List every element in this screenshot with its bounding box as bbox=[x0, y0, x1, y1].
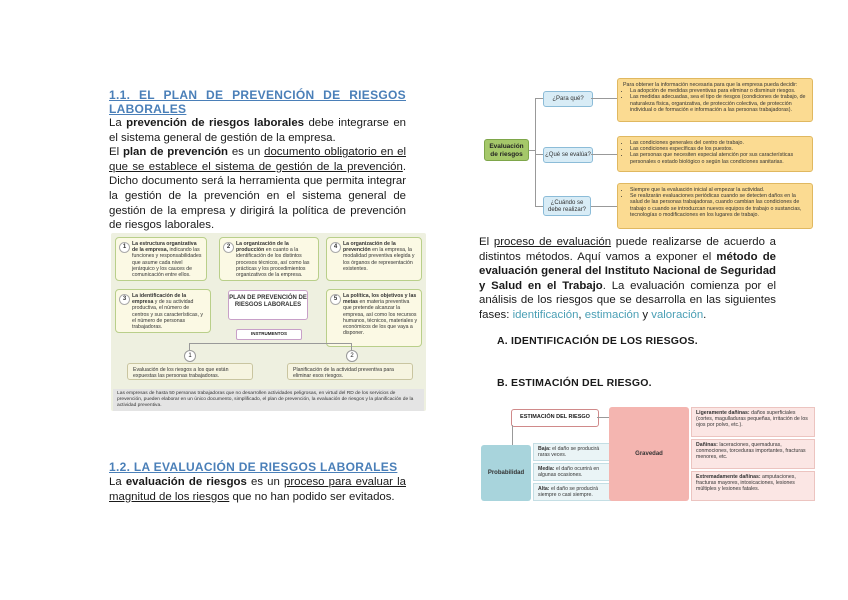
connector-line bbox=[535, 98, 536, 206]
plan-footnote: Las empresas de hasta 50 personas trabajadoras que no desarrollen actividades peligrosas, en virtud del RD de los servicios de prevención, pueden elaborar en un único documento, simplificado, el plan de prevención, la evaluación de riesgos y la planificación de la actividad preventiva. bbox=[113, 389, 424, 411]
plan-diagram bbox=[111, 233, 426, 411]
section-heading-plan: 1.1. EL PLAN DE PREVENCIÓN DE RIESGOS LABORALES bbox=[109, 88, 406, 116]
heading-identificacion: A. IDENTIFICACIÓN DE LOS RIESGOS. bbox=[497, 335, 698, 347]
probability-medium: Media: el daño ocurrirá en algunas ocasiones. bbox=[533, 463, 615, 481]
evaluation-root: Evaluación de riesgos bbox=[484, 139, 529, 161]
connector-line bbox=[591, 154, 617, 155]
plan-item-5: 5 La política, los objetivos y las metas en materia preventiva que pretende alcanzar la empresa, así como los recursos humanos, técnicos, materiales y económicos de los que vaya a disponer. bbox=[326, 289, 422, 347]
plan-item-3: 3 La identificación de la empresa y de su actividad productiva, el número de centros y sus características, y el número de personas trabajadoras. bbox=[115, 289, 211, 333]
probability-high: Alta: el daño se producirá siempre o casi siempre. bbox=[533, 483, 615, 501]
evaluation-paragraph: La evaluación de riesgos es un proceso para evaluar la magnitud de los riesgos que no han podido ser evitados. bbox=[109, 476, 406, 503]
plan-item-2: 2 La organización de la producción en cuanto a la identificación de los distintos procesos técnicos, así como las prácticas y los procedimientos organizativos de la empresa. bbox=[219, 237, 319, 281]
severity-extreme: Extremadamente dañinas: amputaciones, fracturas mayores, intoxicaciones, lesiones múltiples y lesiones fatales. bbox=[691, 471, 815, 501]
instrument-number-1: 1 bbox=[184, 350, 196, 362]
instrument-evaluation: Evaluación de los riesgos a los que están expuestas las personas trabajadoras. bbox=[127, 363, 253, 380]
answer-cuando: • Siempre que la evaluación inicial al empezar la actividad. • Se realizarán evaluaciones periódicas cuando se detecten daños en la salud de las personas trabajadoras, cuando cambian las condiciones de trabajo o cuando se introduzcan nuevos equipos de trabajo o sustancias, tecnologías o modificaciones en los lugares de trabajo. bbox=[617, 183, 813, 229]
severity-slight: Ligeramente dañinas: daños superficiales (cortes, magulladuras pequeñas, irritación de los ojos por polvo, etc.). bbox=[691, 407, 815, 437]
probability-label: Probabilidad bbox=[481, 445, 531, 501]
evaluation-diagram bbox=[479, 76, 815, 231]
answer-que-se-evalua: • Las condiciones generales del centro de trabajo. • Las condiciones específicas de los puestos. • Las personas que necesiten especial atención por sus características personales o estado biológico o según las condiciones sanitarias. bbox=[617, 136, 813, 172]
connector-line bbox=[189, 343, 351, 344]
connector-line bbox=[535, 154, 543, 155]
answer-para-que: Para obtener la información necesaria para que la empresa pueda decidir: • La adopción de medidas preventivas para eliminar o disminuir riesgos. • Las medidas adecuadas, sea el tipo de riesgos (condiciones de trabajo, de naturaleza física, organizativa, de protección colectiva, de protección individual o de formación e información a las personas trabajadoras). bbox=[617, 78, 813, 122]
question-que-se-evalua: ¿Qué se evalúa? bbox=[543, 147, 593, 163]
connector-line bbox=[535, 98, 543, 99]
probability-low: Baja: el daño se producirá raras veces. bbox=[533, 443, 615, 461]
question-cuando: ¿Cuándo se debe realizar? bbox=[543, 196, 591, 216]
estimation-title: ESTIMACIÓN DEL RIESGO bbox=[511, 409, 599, 427]
connector-line bbox=[535, 206, 543, 207]
section-heading-evaluation: 1.2. LA EVALUACIÓN DE RIESGOS LABORALES bbox=[109, 460, 398, 474]
connector-line bbox=[591, 98, 617, 99]
plan-item-1: 1 La estructura organizativa de la empresa, indicando las funciones y responsabilidades que asume cada nivel jerárquico y los cauces de comunicación entre ellos. bbox=[115, 237, 207, 281]
method-paragraph: El proceso de evaluación puede realizarse de acuerdo a distintos métodos. Aquí vamos a exponer el método de evaluación general del Instituto Nacional de Seguridad y Salud en el Trabajo. La evaluación comienza por el análisis de los riesgos que se desarrolla en las siguientes fases: identificación, estimación y valoración. bbox=[479, 236, 777, 321]
estimation-diagram bbox=[479, 405, 817, 503]
plan-paragraph: La prevención de riesgos laborales debe integrarse en el sistema general de gestión de la empresa. El plan de prevención es un documento obligatorio en el que se establece el sistema de gestión de la prevención. Dicho documento será la herramienta que permita integrar la gestión de la prevención en el sistema general de gestión de la empresa y dirigirá la política de prevención de riesgos laborales. bbox=[109, 117, 407, 232]
instrument-number-2: 2 bbox=[346, 350, 358, 362]
plan-item-4: 4 La organización de la prevención en la empresa, la modalidad preventiva elegida y los órganos de representación existentes. bbox=[326, 237, 422, 281]
connector-line bbox=[591, 206, 617, 207]
instrument-planning: Planificación de la actividad preventiva para eliminar esos riesgos. bbox=[287, 363, 413, 380]
severity-label: Gravedad bbox=[609, 407, 689, 501]
plan-center-box: PLAN DE PREVENCIÓN DE RIESGOS LABORALES bbox=[228, 290, 308, 320]
heading-estimacion: B. ESTIMACIÓN DEL RIESGO. bbox=[497, 377, 652, 389]
severity-harmful: Dañinas: laceraciones, quemaduras, conmociones, torceduras importantes, fracturas menores, etc. bbox=[691, 439, 815, 469]
connector-line bbox=[512, 425, 513, 445]
question-para-que: ¿Para qué? bbox=[543, 91, 593, 107]
instruments-label: INSTRUMENTOS bbox=[236, 329, 302, 340]
